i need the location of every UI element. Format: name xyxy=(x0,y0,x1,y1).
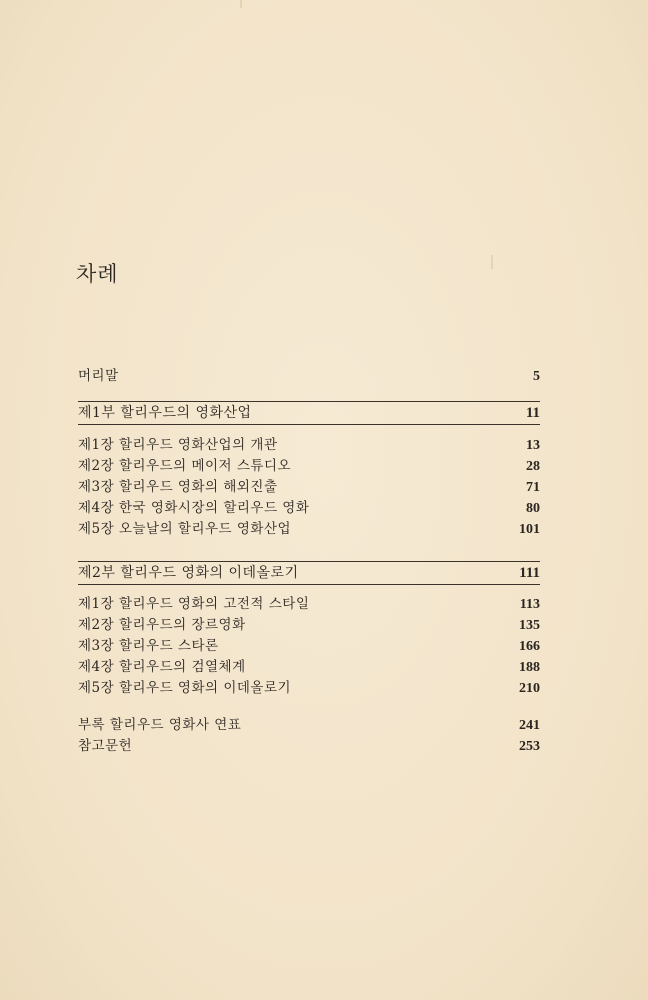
entry-page: 28 xyxy=(526,459,540,474)
toc-appendix xyxy=(78,715,540,757)
toc-entry[interactable] xyxy=(78,477,540,498)
entry-label: 제4장 한국 영화시장의 할리우드 영화 xyxy=(78,500,310,516)
entry-label: 참고문헌 xyxy=(78,738,133,754)
entry-label: 제5장 오늘날의 할리우드 영화산업 xyxy=(78,521,292,537)
entry-page: 253 xyxy=(519,739,540,754)
entry-page: 241 xyxy=(519,718,540,733)
toc-entry[interactable] xyxy=(78,678,540,699)
toc-entry[interactable] xyxy=(78,456,540,477)
toc-entry[interactable] xyxy=(78,519,540,540)
entry-label: 머리말 xyxy=(78,368,119,384)
toc-entry[interactable] xyxy=(78,657,540,678)
entry-page: 71 xyxy=(526,480,540,495)
toc-entry[interactable] xyxy=(78,498,540,519)
part-label: 제2부 할리우드 영화의 이데올로기 xyxy=(78,565,299,581)
entry-label: 제3장 할리우드 스타론 xyxy=(78,638,219,654)
entry-label: 제3장 할리우드 영화의 해외진출 xyxy=(78,479,278,495)
entry-label: 제5장 할리우드 영화의 이데올로기 xyxy=(78,680,292,696)
entry-label: 제1장 할리우드 영화의 고전적 스타일 xyxy=(78,596,310,612)
entry-label: 제2장 할리우드의 메이저 스튜디오 xyxy=(78,458,292,474)
part-page: 111 xyxy=(519,565,540,581)
paper-mark xyxy=(491,255,493,269)
paper-mark xyxy=(240,0,242,8)
toc-entry[interactable] xyxy=(78,636,540,657)
toc-entry[interactable] xyxy=(78,736,540,757)
entry-page: 210 xyxy=(519,681,540,696)
part-page: 11 xyxy=(525,405,540,421)
part-label: 제1부 할리우드의 영화산업 xyxy=(78,405,252,421)
entry-page: 80 xyxy=(526,501,540,516)
toc-preface xyxy=(78,366,540,387)
part-heading-2[interactable] xyxy=(78,561,540,585)
entry-page: 188 xyxy=(519,660,540,675)
entry-page: 5 xyxy=(533,369,540,384)
toc-entry[interactable] xyxy=(78,615,540,636)
part-1-chapters xyxy=(78,435,540,540)
part-heading-1[interactable] xyxy=(78,401,540,425)
entry-label: 제2장 할리우드의 장르영화 xyxy=(78,617,246,633)
entry-label: 부록 할리우드 영화사 연표 xyxy=(78,717,242,733)
part-2-chapters xyxy=(78,594,540,699)
toc-entry[interactable] xyxy=(78,366,540,387)
entry-label: 제4장 할리우드의 검열체계 xyxy=(78,659,246,675)
toc-entry[interactable] xyxy=(78,435,540,456)
entry-page: 113 xyxy=(519,597,540,612)
entry-page: 166 xyxy=(519,639,540,654)
entry-page: 135 xyxy=(519,618,540,633)
toc-title: 차례 xyxy=(76,262,119,286)
entry-label: 제1장 할리우드 영화산업의 개관 xyxy=(78,437,278,453)
toc-entry[interactable] xyxy=(78,715,540,736)
entry-page: 101 xyxy=(519,522,540,537)
entry-page: 13 xyxy=(526,438,540,453)
toc-entry[interactable] xyxy=(78,594,540,615)
